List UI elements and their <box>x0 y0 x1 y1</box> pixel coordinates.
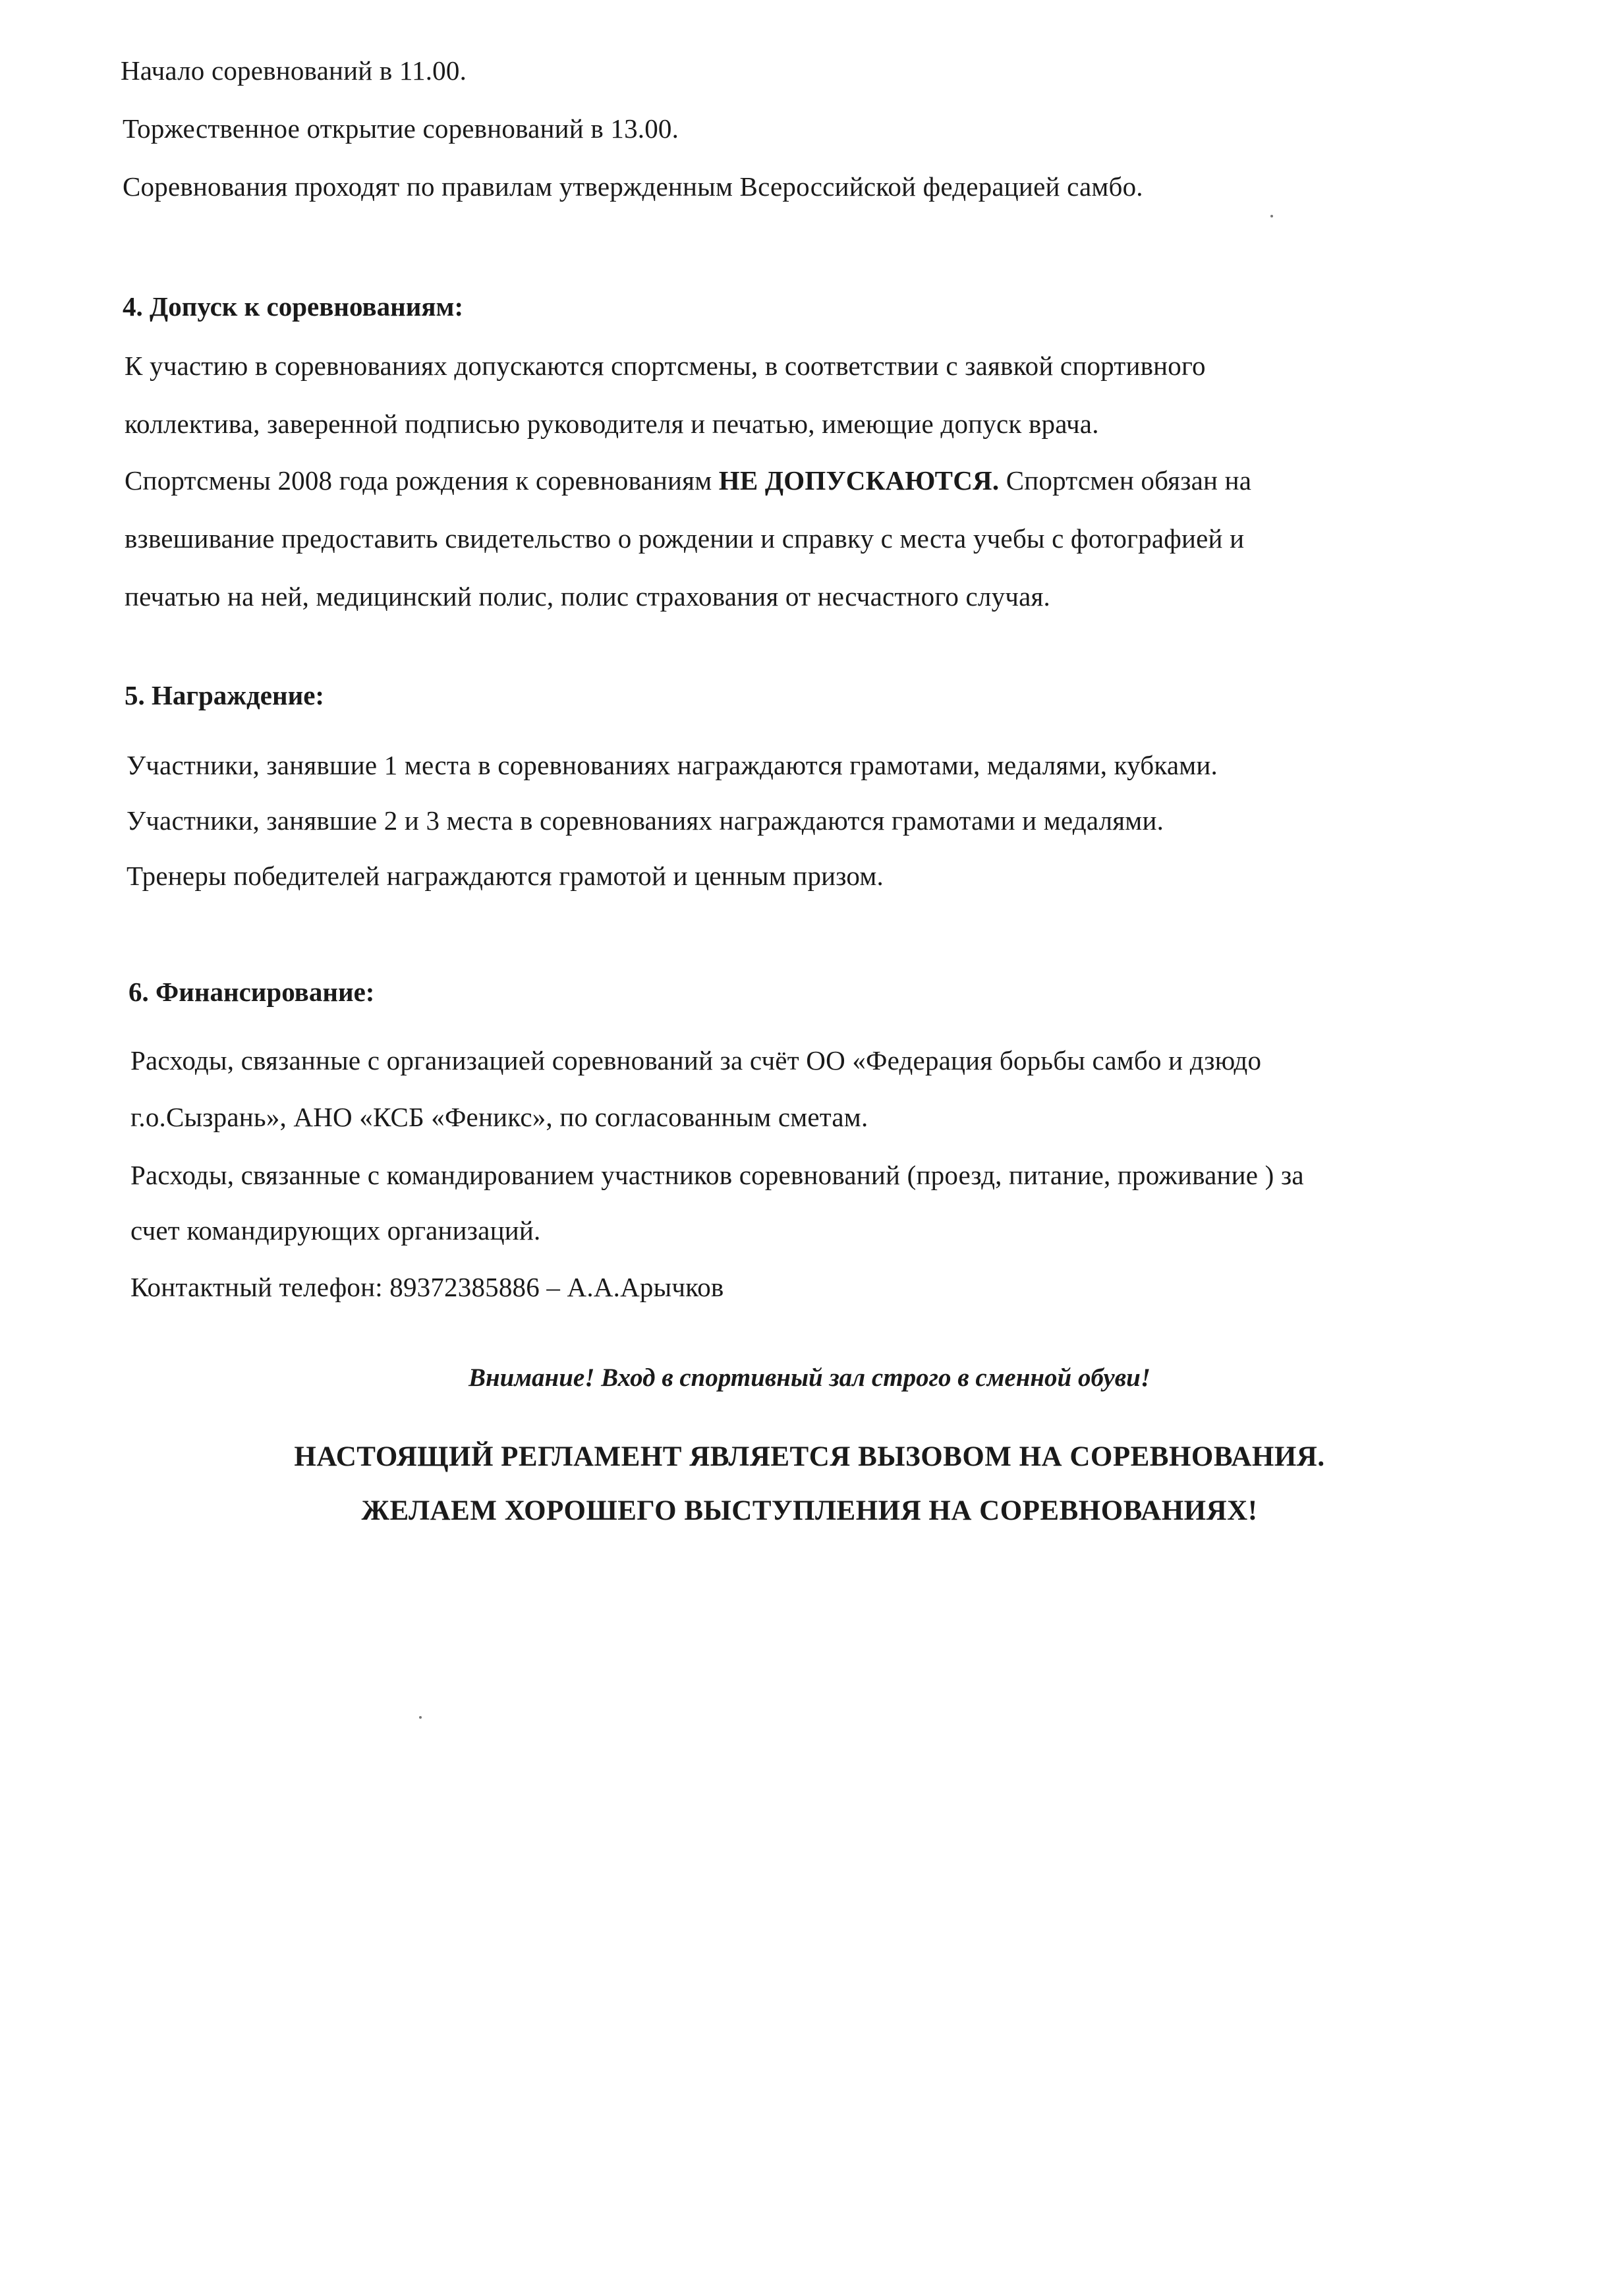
scan-speck <box>1270 215 1273 217</box>
section-4-line-2: коллектива, заверенной подписью руководителя и печатью, имеющие допуск врача. <box>125 409 1099 439</box>
section-5-line-3: Тренеры победителей награждаются грамотой и ценным призом. <box>127 861 884 891</box>
section-6-line-1: Расходы, связанные с организацией соревнований за счёт ОО «Федерация борьбы самбо и дзюдо <box>130 1045 1262 1076</box>
section-5-line-1: Участники, занявшие 1 места в соревнованиях награждаются грамотами, медалями, кубками. <box>127 750 1218 780</box>
section-6-line-3: Расходы, связанные с командированием участников соревнований (проезд, питание, проживание ) за <box>130 1160 1304 1190</box>
section-6-line-5: Контактный телефон: 89372385886 – А.А.Арычков <box>130 1272 724 1302</box>
section-4-line-1: К участию в соревнованиях допускаются спортсмены, в соответствии с заявкой спортивного <box>125 351 1206 381</box>
start-time-line: Начало соревнований в 11.00. <box>121 55 467 86</box>
not-admitted-emphasis: НЕ ДОПУСКАЮТСЯ. <box>718 465 1000 496</box>
section-6-line-4: счет командирующих организаций. <box>130 1215 541 1246</box>
section-6-line-2: г.о.Сызрань», АНО «КСБ «Феникс», по согласованным сметам. <box>130 1102 868 1132</box>
section-5-heading: 5. Награждение: <box>125 680 325 710</box>
section-4-line-3-text: Спортсмены 2008 года рождения к соревнованиям <box>125 465 719 496</box>
scan-speck <box>419 1716 422 1719</box>
section-4-line-4: взвешивание предоставить свидетельство о рождении и справку с места учебы с фотографией и <box>125 523 1245 554</box>
section-4-line-5: печатью на ней, медицинский полис, полис страхования от несчастного случая. <box>125 581 1050 612</box>
section-5-line-2: Участники, занявшие 2 и 3 места в соревнованиях награждаются грамотами и медалями. <box>127 805 1164 836</box>
section-4-heading: 4. Допуск к соревнованиям: <box>123 291 464 322</box>
opening-time-line: Торжественное открытие соревнований в 13.00. <box>123 113 679 144</box>
closing-line-1: НАСТОЯЩИЙ РЕГЛАМЕНТ ЯВЛЯЕТСЯ ВЫЗОВОМ НА СОРЕВНОВАНИЯ. <box>294 1441 1325 1472</box>
rules-line: Соревнования проходят по правилам утвержденным Всероссийской федерацией самбо. <box>123 171 1143 202</box>
footwear-notice: Внимание! Вход в спортивный зал строго в сменной обуви! <box>468 1363 1151 1392</box>
section-4-line-3 <box>125 464 1251 497</box>
section-4-line-3-tail: Спортсмен обязан на <box>999 465 1252 496</box>
section-6-heading: 6. Финансирование: <box>128 977 375 1007</box>
closing-line-2: ЖЕЛАЕМ ХОРОШЕГО ВЫСТУПЛЕНИЯ НА СОРЕВНОВАНИЯХ! <box>361 1495 1258 1526</box>
